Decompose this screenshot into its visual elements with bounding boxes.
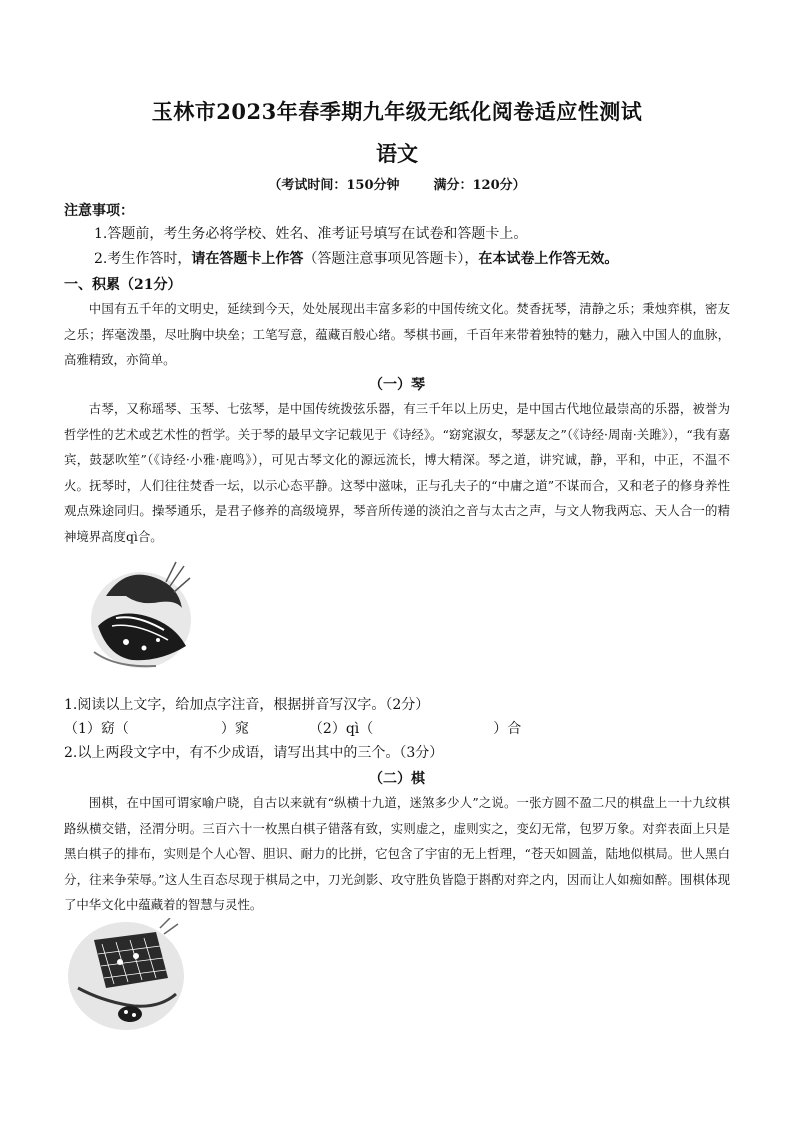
notice-item-1: 1.答题前，考生务必将学校、姓名、准考证号填写在试卷和答题卡上。 [94, 226, 528, 242]
section1-intro: 中国有五千年的文明史，延续到今天，处处展现出丰富多彩的中国传统文化。焚香抚琴，清静之乐；秉烛弈棋，密友之乐；挥毫泼墨，尽吐胸中块垒；工笔写意，蕴藏百般心绪。琴棋书画，千百年来带着独特的魅力，融入中国人的血脉，高雅精致，亦简单。 [64, 301, 730, 367]
subject-title: 语文 [376, 141, 418, 166]
question-1: 1.阅读以上文字，给加点字注音，根据拼音写汉字。（2分） [64, 697, 430, 713]
section1-heading: 一、积累（21分） [64, 277, 182, 293]
go-board-ink-painting-icon [64, 918, 188, 1032]
question-2: 2.以上两段文字中，有不少成语，请写出其中的三个。（3分） [64, 745, 444, 761]
guqin-ink-painting-icon [86, 556, 196, 674]
question-1-blanks: （1）窈（ ）窕 （2）qì（ ）合 [64, 721, 522, 737]
part2-heading: （二）棋 [369, 771, 425, 787]
exam-time: （考试时间：150分钟 [268, 178, 400, 193]
notice-heading: 注意事项： [64, 203, 134, 219]
notice-item-2: 2.考生作答时，请在答题卡上作答（答题注意事项见答题卡），在本试卷上作答无效。 [94, 251, 619, 267]
exam-meta [0, 174, 794, 193]
part1-heading: （一）琴 [369, 377, 425, 393]
exam-score: 满分：120分） [433, 178, 526, 193]
part2-text: 围棋，在中国可谓家喻户晓，自古以来就有“纵横十九道，迷煞多少人”之说。一张方圆不盈二尺的棋盘上一十九纹棋路纵横交错，泾渭分明。三百六十一枚黑白棋子错落有致，实则虚之，虚则实之，变幻无常，包罗万象。对弈表面上只是黑白棋子的排布，实则是个人心智、胆识、耐力的比拼，它包含了宇宙的无上哲理，“苍天如圆盖，陆地似棋局。世人黑白分，往来争荣辱。”这人生百态尽现于棋局之中，刀光剑影、攻守胜负皆隐于斟酌对弈之内，因而让人如痴如醉。围棋体现了中华文化中蕴藏着的智慧与灵性。 [64, 795, 730, 912]
exam-title: 玉林市2023年春季期九年级无纸化阅卷适应性测试 [151, 99, 643, 124]
part1-text: 古琴，又称瑶琴、玉琴、七弦琴，是中国传统拨弦乐器，有三千年以上历史，是中国古代地位最崇高的乐器，被誉为哲学性的艺术或艺术性的哲学。关于琴的最早文字记载见于《诗经》。“窈窕淑女，琴瑟友之”（《诗经·周南·关雎》），“我有嘉宾，鼓瑟吹笙”（《诗经·小雅·鹿鸣》），可见古琴文化的源远流长，博大精深。琴之道，讲究诚，静，平和，中正，不温不火。抚琴时，人们往往焚香一坛，以示心态平静。这琴中滋味，正与孔夫子的“中庸之道”不谋而合，又和老子的修身养性观点殊途同归。操琴通乐，是君子修养的高级境界，琴音所传递的淡泊之音与太古之声，与文人物我两忘、天人合一的精神境界高度qì合。 [64, 401, 730, 544]
